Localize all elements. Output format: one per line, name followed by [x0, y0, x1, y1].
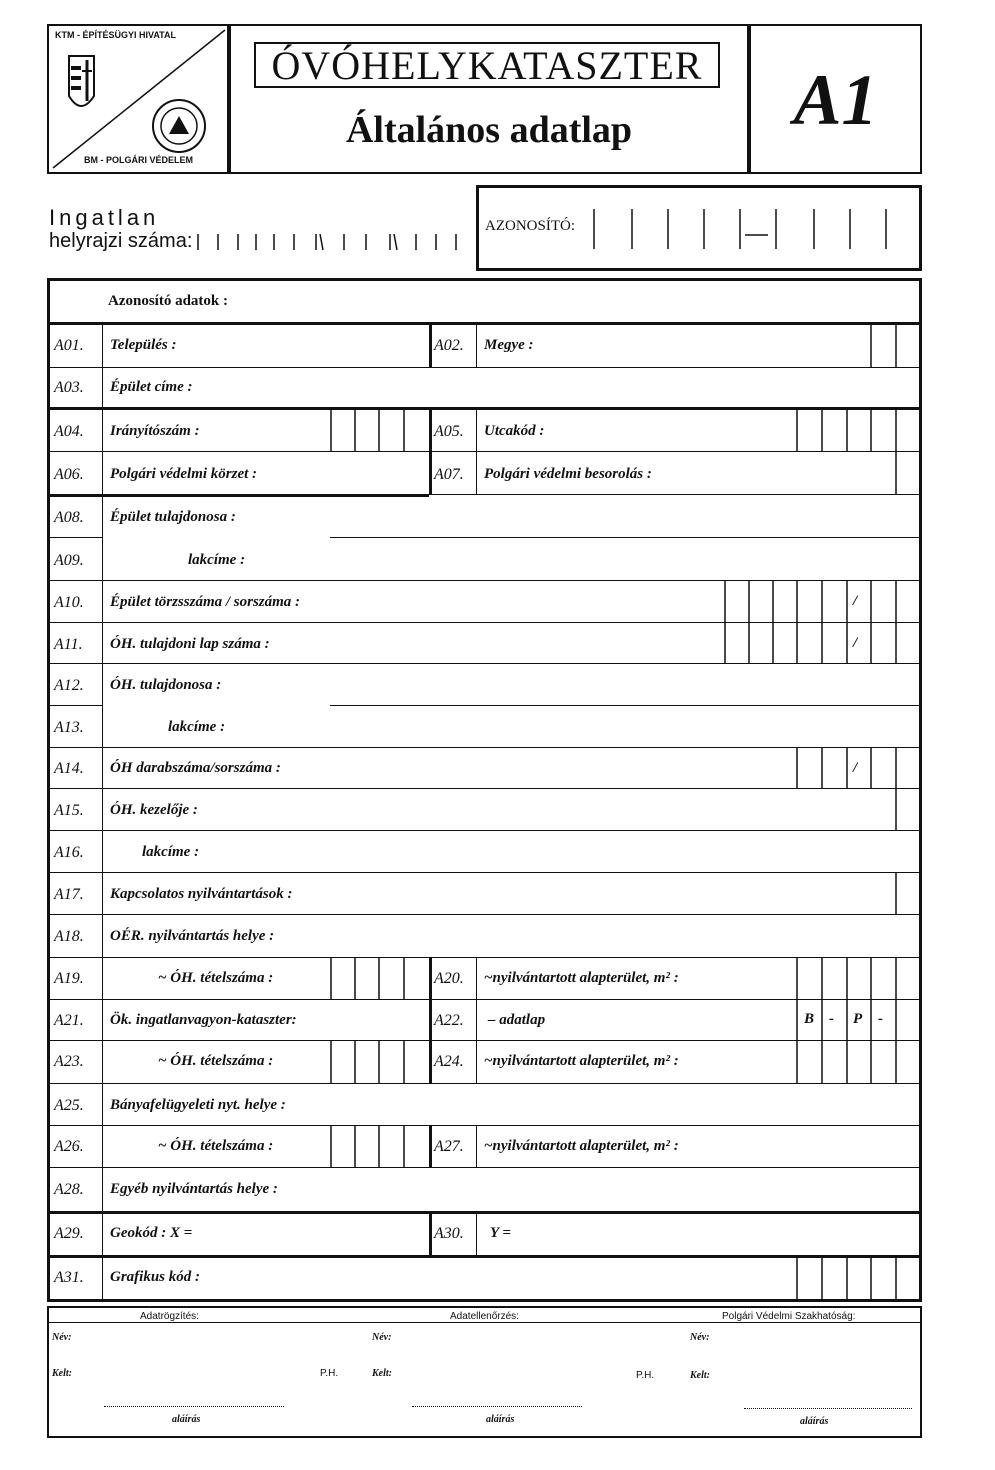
label-a07[interactable]: Polgári védelmi besorolás : [484, 466, 652, 482]
code-a24: A24. [434, 1053, 464, 1070]
footer-kelt-1[interactable]: Kelt: [52, 1368, 72, 1379]
mid-divider [476, 1211, 477, 1255]
code-a22: A22. [434, 1012, 464, 1029]
label-a03[interactable]: Épület címe : [110, 379, 193, 395]
row-line [47, 451, 922, 452]
label-a23[interactable]: ~ ÓH. tételszáma : [158, 1053, 274, 1069]
label-a12[interactable]: ÓH. tulajdonosa : [110, 677, 222, 693]
row-line [47, 1167, 922, 1168]
a12-line [330, 705, 922, 706]
ingatlan-label: Ingatlan [49, 205, 160, 230]
azonosito-label: AZONOSÍTÓ: [485, 218, 575, 234]
label-a16[interactable]: lakcíme : [142, 844, 200, 860]
row-line [47, 1083, 922, 1084]
mid-divider [476, 1125, 477, 1167]
signature-line-3[interactable] [744, 1408, 912, 1409]
mid-divider [429, 1211, 432, 1255]
mid-divider [429, 1125, 432, 1167]
label-a24[interactable]: ~nyilvántartott alapterület, m² : [484, 1053, 679, 1069]
label-a01[interactable]: Település : [110, 337, 177, 353]
code-a01: A01. [54, 337, 84, 354]
code-a05: A05. [434, 423, 464, 440]
footer-col1-title: Adatrögzítés: [140, 1311, 199, 1322]
mid-divider [476, 407, 477, 494]
label-a06[interactable]: Polgári védelmi körzet : [110, 466, 258, 482]
row-line [47, 494, 429, 497]
row-line [47, 407, 922, 410]
code-a11: A11. [54, 636, 83, 653]
row-line [47, 663, 922, 664]
row-line [47, 957, 922, 958]
a11-slash: / [853, 635, 858, 651]
footer-kelt-2[interactable]: Kelt: [372, 1368, 392, 1379]
a14-slash: / [853, 760, 858, 776]
code-a03: A03. [54, 379, 84, 396]
code-a10: A10. [54, 594, 84, 611]
code-a26: A26. [54, 1138, 84, 1155]
a08-line [330, 537, 922, 538]
code-a23: A23. [54, 1053, 84, 1070]
mid-divider [476, 322, 477, 367]
signature-line-2[interactable] [412, 1406, 582, 1407]
section-title: Azonosító adatok : [108, 293, 229, 309]
code-a04: A04. [54, 423, 84, 440]
row-line [47, 788, 922, 789]
row-line [47, 367, 922, 368]
row-line [47, 830, 922, 831]
row-line [47, 1255, 922, 1258]
code-a02: A02. [434, 337, 464, 354]
row-line [47, 747, 922, 748]
code-a20: A20. [434, 970, 464, 987]
label-a13[interactable]: lakcíme : [168, 719, 226, 735]
code-a25: A25. [54, 1097, 84, 1114]
row-line [47, 1211, 922, 1214]
logo-box [47, 24, 229, 174]
footer-nev-1[interactable]: Név: [52, 1332, 72, 1343]
label-a08[interactable]: Épület tulajdonosa : [110, 509, 236, 525]
label-a28[interactable]: Egyéb nyilvántartás helye : [110, 1181, 278, 1197]
label-a30[interactable]: Y = [490, 1225, 511, 1241]
label-a21[interactable]: Ök. ingatlanvagyon-kataszter: [110, 1012, 297, 1028]
row-line [429, 494, 922, 495]
form-code: A1 [793, 60, 878, 140]
page-subtitle: Általános adatlap [345, 109, 633, 151]
label-a05[interactable]: Utcakód : [484, 423, 545, 439]
mid-divider [429, 407, 432, 494]
footer-kelt-3[interactable]: Kelt: [690, 1370, 710, 1381]
row-line [47, 872, 922, 873]
code-a17: A17. [54, 886, 84, 903]
mid-divider [476, 957, 477, 1083]
footer-col3-title: Polgári Védelmi Szakhatóság: [722, 1311, 856, 1322]
code-a27: A27. [434, 1138, 464, 1155]
label-a26[interactable]: ~ ÓH. tételszáma : [158, 1138, 274, 1154]
row-line [47, 622, 922, 623]
label-a18[interactable]: OÉR. nyilvántartás helye : [110, 928, 275, 944]
alairas-label-3: aláírás [800, 1416, 829, 1427]
label-a17[interactable]: Kapcsolatos nyilvántartások : [110, 886, 293, 902]
row-line [47, 1125, 922, 1126]
a22-b: B [804, 1011, 815, 1027]
logo-emblem-icon [49, 26, 227, 172]
row-line [47, 537, 103, 538]
footer-col2-title: Adatellenőrzés: [450, 1311, 519, 1322]
row-line [47, 705, 103, 706]
a22-p: P [853, 1011, 863, 1027]
label-a29[interactable]: Geokód : X = [110, 1225, 193, 1241]
code-a29: A29. [54, 1225, 84, 1242]
signature-line-1[interactable] [104, 1406, 284, 1407]
helyrajzi-szam-field[interactable] [190, 232, 470, 252]
label-a15[interactable]: ÓH. kezelője : [110, 802, 198, 818]
label-a22[interactable]: – adatlap [488, 1012, 546, 1028]
alairas-label-2: aláírás [486, 1414, 515, 1425]
label-a04[interactable]: Irányítószám : [110, 423, 200, 439]
code-a08: A08. [54, 509, 84, 526]
footer-nev-3[interactable]: Név: [690, 1332, 710, 1343]
row-line [47, 322, 922, 325]
code-a09: A09. [54, 552, 84, 569]
alairas-label-1: aláírás [172, 1414, 201, 1425]
code-a06: A06. [54, 466, 84, 483]
code-a30: A30. [434, 1225, 464, 1242]
page-title: ÓVÓHELYKATASZTER [254, 42, 720, 88]
code-a13: A13. [54, 719, 84, 736]
row-line [47, 580, 922, 581]
a10-slash: / [853, 593, 858, 609]
row-line [47, 1040, 922, 1041]
label-a11[interactable]: ÓH. tulajdoni lap száma : [110, 636, 270, 652]
label-a20[interactable]: ~nyilvántartott alapterület, m² : [484, 970, 679, 986]
code-a21: A21. [54, 1012, 84, 1029]
mid-divider [429, 322, 432, 367]
a22-dash2: - [878, 1011, 883, 1027]
helyrajzi-label: helyrajzi száma: [49, 230, 193, 252]
mid-divider [429, 957, 432, 1083]
label-a19[interactable]: ~ ÓH. tételszáma : [158, 970, 274, 986]
code-a14: A14. [54, 760, 84, 777]
code-a31: A31. [54, 1269, 84, 1286]
footer-ph-1: P.H. [320, 1368, 339, 1379]
label-a31[interactable]: Grafikus kód : [110, 1269, 201, 1285]
logo-bottom-text: BM - POLGÁRI VÉDELEM [84, 155, 194, 165]
code-a16: A16. [54, 844, 84, 861]
code-a07: A07. [434, 466, 464, 483]
label-a14[interactable]: ÓH darabszáma/sorszáma : [110, 760, 281, 776]
label-a10[interactable]: Épület törzsszáma / sorszáma : [110, 594, 301, 610]
a22-dash1: - [829, 1011, 834, 1027]
azonosito-field[interactable] [590, 205, 900, 253]
label-a27[interactable]: ~nyilvántartott alapterület, m² : [484, 1138, 679, 1154]
code-column-divider [102, 322, 103, 1302]
label-a25[interactable]: Bányafelügyeleti nyt. helye : [110, 1097, 286, 1113]
label-a02[interactable]: Megye : [484, 337, 534, 353]
footer-nev-2[interactable]: Név: [372, 1332, 392, 1343]
footer-ph-2: P.H. [636, 1370, 655, 1381]
row-line [47, 914, 922, 915]
code-a12: A12. [54, 677, 84, 694]
code-a19: A19. [54, 970, 84, 987]
label-a09[interactable]: lakcíme : [188, 552, 246, 568]
code-a28: A28. [54, 1181, 84, 1198]
logo-top-text: KTM - ÉPÍTÉSÜGYI HIVATAL [55, 30, 176, 40]
code-a18: A18. [54, 928, 84, 945]
footer-header-line [47, 1322, 922, 1323]
code-a15: A15. [54, 802, 84, 819]
row-line [47, 999, 922, 1000]
